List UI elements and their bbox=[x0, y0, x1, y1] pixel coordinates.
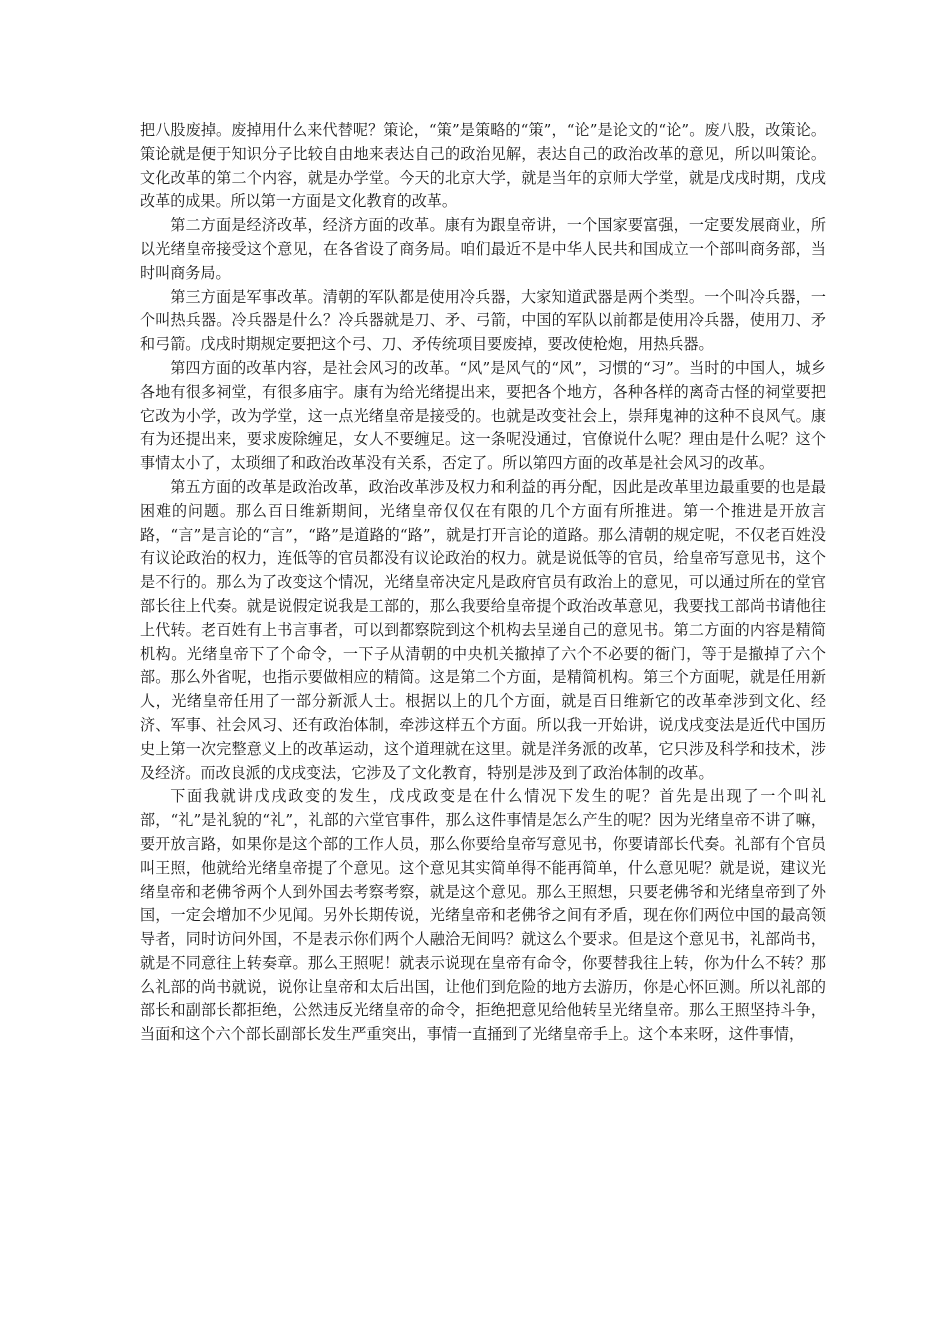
paragraph-4: 第四方面的改革内容，是社会风习的改革。“风”是风气的“风”，习惯的“习”。当时的中国人，城乡各地有很多祠堂，有很多庙宇。康有为给光绪提出来，要把各个地方，各种各样的离奇古怪的祠堂要把它改为小学，改为学堂，这一点光绪皇帝是接受的。也就是改变社会上，崇拜鬼神的这种不良风气。康有为还提出来，要求废除缠足，女人不要缠足。这一条呢没通过，官僚说什么呢？理由是什么呢？这个事情太小了，太琐细了和政治改革没有关系，否定了。所以第四方面的改革是社会风习的改革。 bbox=[140, 358, 826, 473]
paragraph-1: 把八股废掉。废掉用什么来代替呢？策论，“策”是策略的“策”，“论”是论文的“论”。废八股，改策论。策论就是便于知识分子比较自由地来表达自己的政治见解，表达自己的政治改革的意见，所以叫策论。文化改革的第二个内容，就是办学堂。今天的北京大学，就是当年的京师大学堂，就是戊戌时期，戊戌改革的成果。所以第一方面是文化教育的改革。 bbox=[140, 121, 826, 211]
paragraph-2: 第二方面是经济改革，经济方面的改革。康有为跟皇帝讲，一个国家要富强，一定要发展商业，所以光绪皇帝接受这个意见，在各省设了商务局。咱们最近不是中华人民共和国成立一个部叫商务部，当时叫商务局。 bbox=[140, 216, 826, 282]
paragraph-3: 第三方面是军事改革。清朝的军队都是使用冷兵器，大家知道武器是两个类型。一个叫冷兵器，一个叫热兵器。冷兵器是什么？冷兵器就是刀、矛、弓箭，中国的军队以前都是使用冷兵器，使用刀、矛和弓箭。戊戌时期规定要把这个弓、刀、矛传统项目要废掉，要改使枪炮，用热兵器。 bbox=[140, 287, 826, 354]
paragraph-6: 下面我就讲戊戌政变的发生，戊戌政变是在什么情况下发生的呢？首先是出现了一个叫礼部，“礼”是礼貌的“礼”，礼部的六堂官事件，那么这件事情是怎么产生的呢？因为光绪皇帝不讲了嘛，要开放言路，如果你是这个部的工作人员，那么你要给皇帝写意见书，你要请部长代奏。礼部有个官员叫王照，他就给光绪皇帝提了个意见。这个意见其实简单得不能再简单，什么意见呢？就是说，建议光绪皇帝和老佛爷两个人到外国去考察考察，就是这个意见。那么王照想，只要老佛爷和光绪皇帝到了外国，一定会增加不少见闻。另外长期传说，光绪皇帝和老佛爷之间有矛盾，现在你们两位中国的最高领导者，同时访问外国，不是表示你们两个人融洽无间吗？就这么个要求。但是这个意见书，礼部尚书，就是不同意往上转奏章。那么王照呢！就表示说现在皇帝有命令，你要替我往上转，你为什么不转？那么礼部的尚书就说，说你让皇帝和太后出国，让他们到危险的地方去游历，你是心怀叵测。所以礼部的部长和副部长都拒绝，公然违反光绪皇帝的命令，拒绝把意见给他转呈光绪皇帝。那么王照坚持斗争，当面和这个六个部长副部长发生严重突出，事情一直捅到了光绪皇帝手上。这个本来呀，这件事情， bbox=[140, 787, 826, 1044]
paragraph-5: 第五方面的改革是政治改革，政治改革涉及权力和利益的再分配，因此是改革里边最重要的也是最困难的问题。那么百日维新期间，光绪皇帝仅仅在有限的几个方面有所推进。第一个推进是开放言路，“言”是言论的“言”，“路”是道路的“路”，就是打开言论的道路。那么清朝的规定呢，不仅老百姓没有议论政治的权力，连低等的官员都没有议论政治的权力。就是说低等的官员，给皇帝写意见书，这个是不行的。那么为了改变这个情况，光绪皇帝决定凡是政府官员有政治上的意见，可以通过所在的堂官部长往上代奏。就是说假定说我是工部的，那么我要给皇帝提个政治改革意见，我要找工部尚书请他往上代转。老百姓有上书言事者，可以到都察院到这个机构去呈递自己的意见书。第二方面的内容是精简机构。光绪皇帝下了个命令，一下子从清朝的中央机关撤掉了六个不必要的衙门，等于是撤掉了六个部。那么外省呢，也指示要做相应的精简。这是第二个方面，是精简机构。第三个方面呢，就是任用新人，光绪皇帝任用了一部分新派人士。根据以上的几个方面，就是百日维新它的改革牵涉到文化、经济、军事、社会风习、还有政治体制，牵涉这样五个方面。所以我一开始讲，说戊戌变法是近代中国历史上第一次完整意义上的改革运动，这个道理就在这里。就是洋务派的改革，它只涉及科学和技术，涉及经济。而改良派的戊戌变法，它涉及了文化教育，特别是涉及到了政治体制的改革。 bbox=[140, 477, 826, 782]
document-body bbox=[140, 119, 826, 1047]
